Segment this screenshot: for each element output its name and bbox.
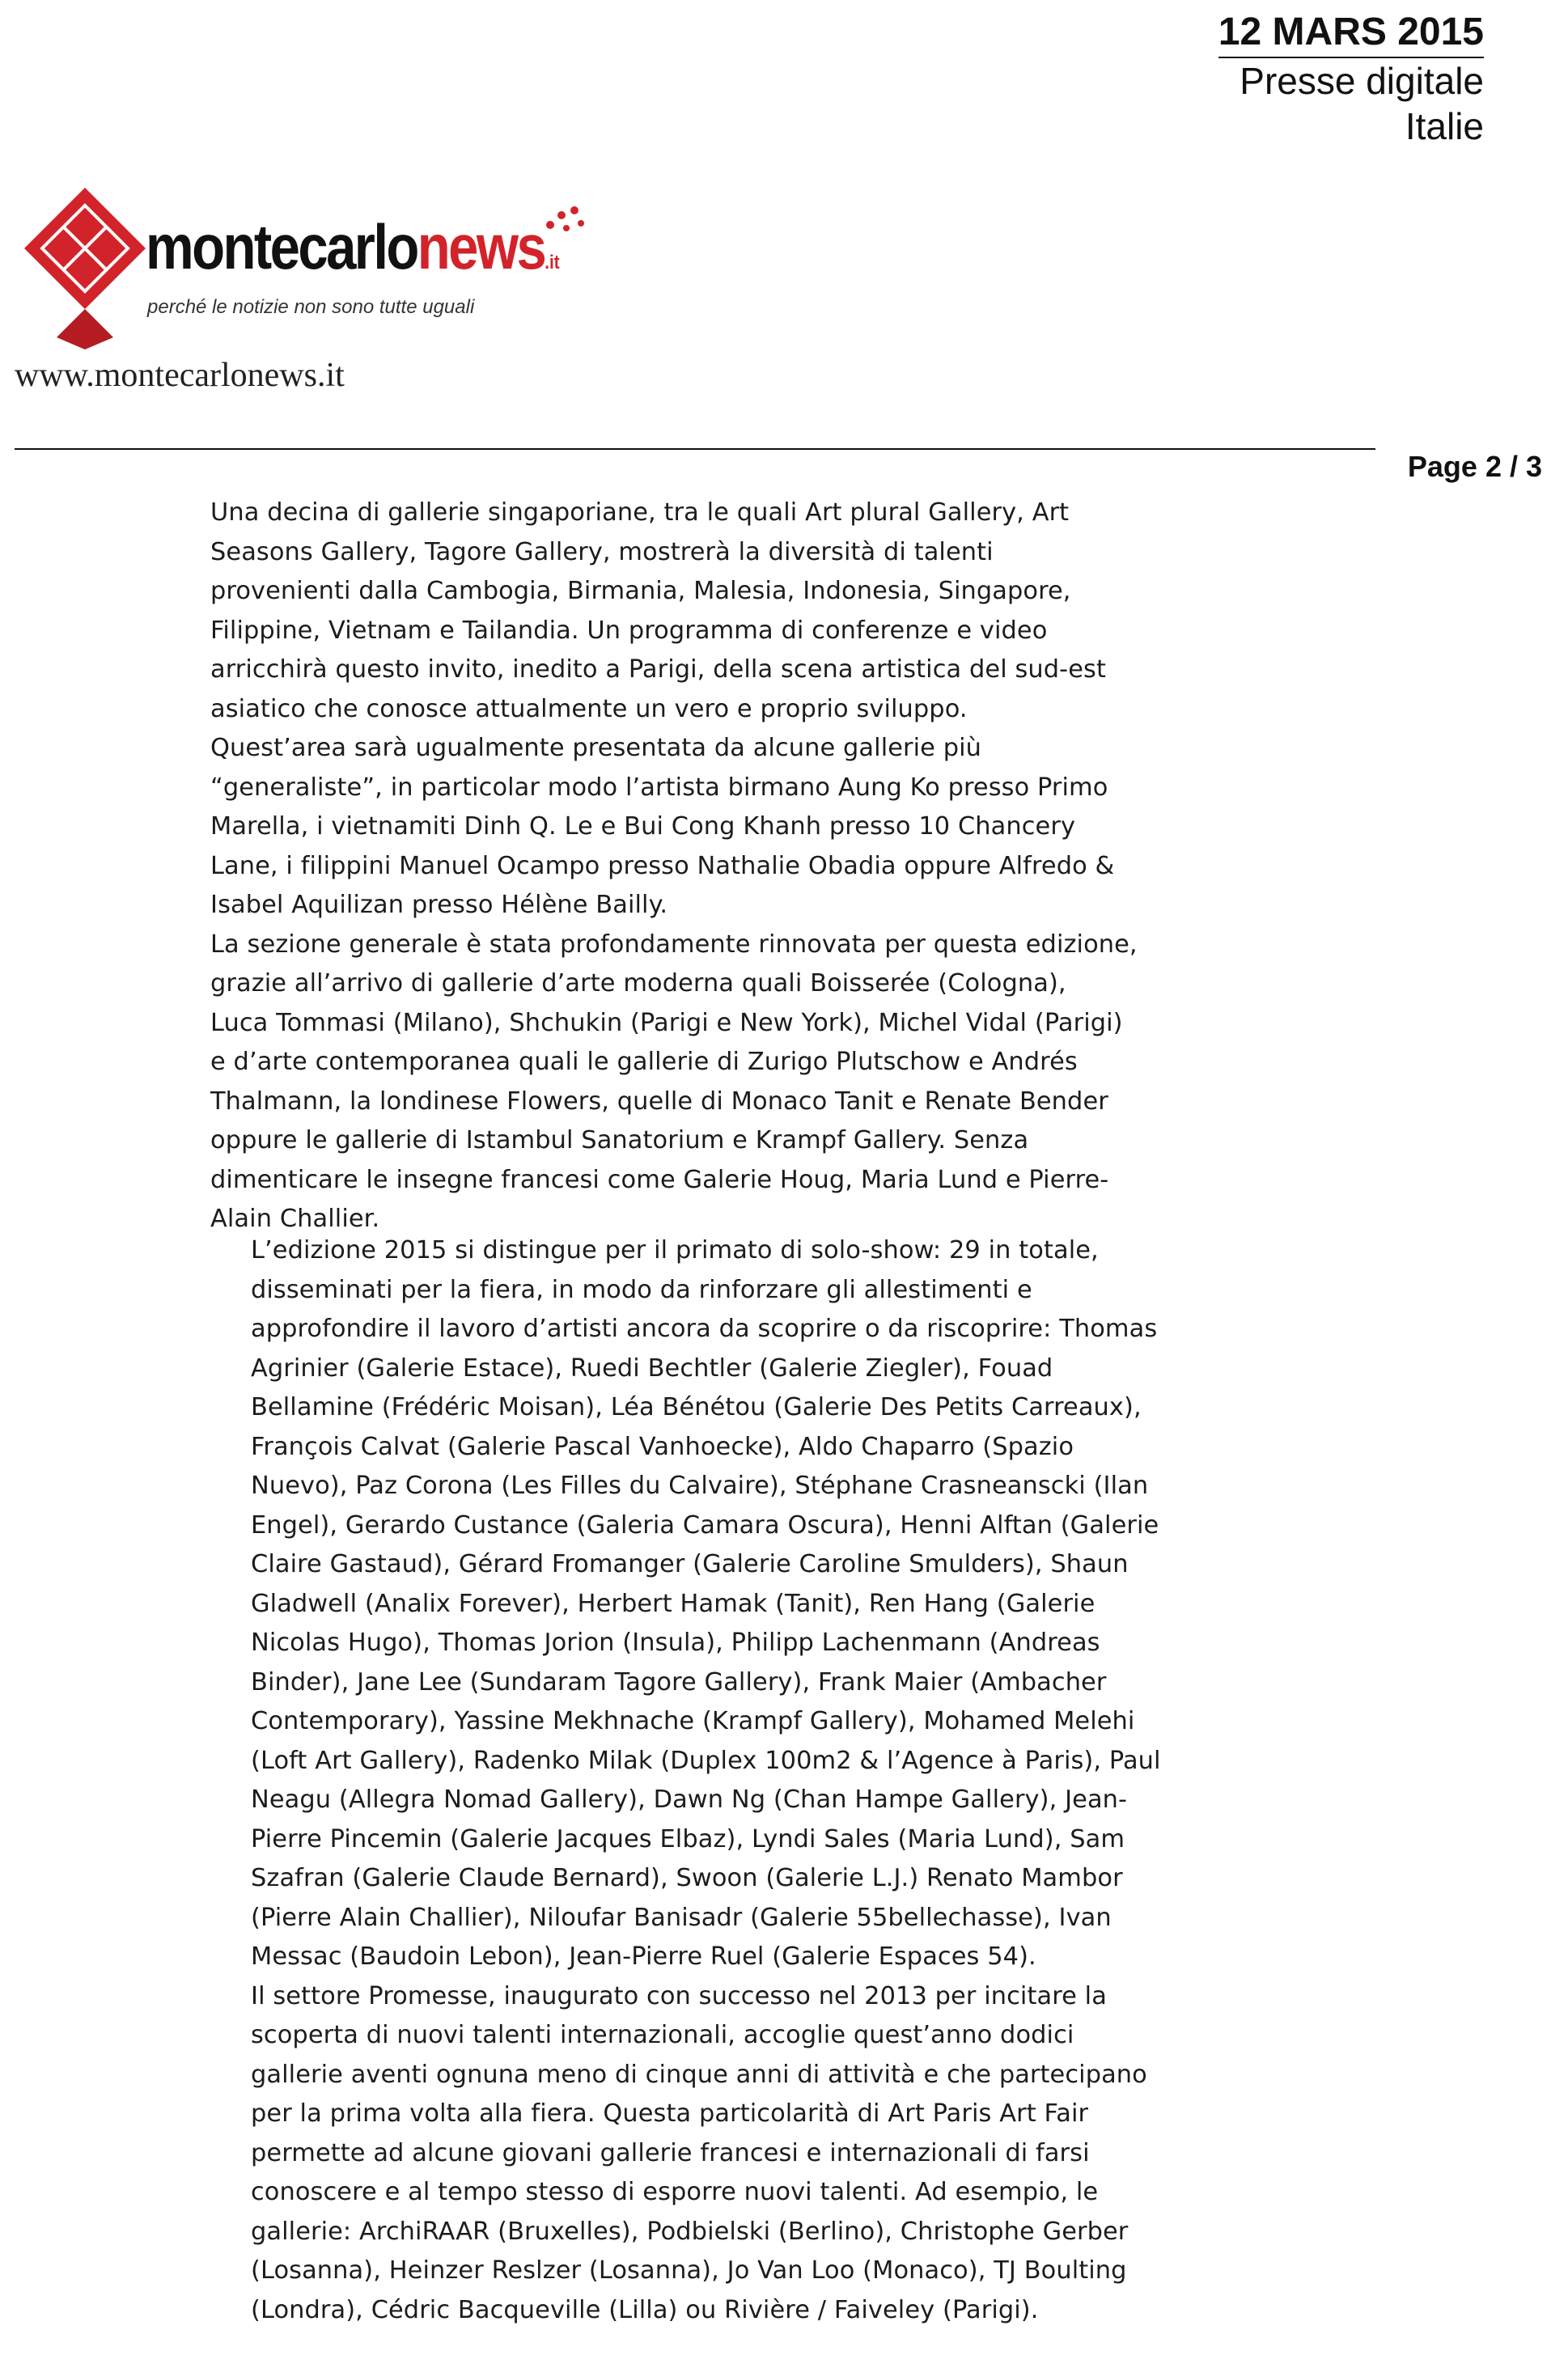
text-line: “generaliste”, in particolar modo l’artista birmano Aung Ko presso Primo [210, 773, 1108, 802]
text-line: scoperta di nuovi talenti internazionali, accoglie quest’anno dodici [251, 2021, 1074, 2049]
text-line: (Pierre Alain Challier), Niloufar Banisadr (Galerie 55bellechasse), Ivan [251, 1903, 1112, 1932]
text-line: dimenticare le insegne francesi come Galerie Houg, Maria Lund e Pierre- [210, 1165, 1109, 1194]
text-line: Gladwell (Analix Forever), Herbert Hamak (Tanit), Ren Hang (Galerie [251, 1589, 1095, 1618]
text-line: (Londra), Cédric Bacqueville (Lilla) ou Rivière / Faiveley (Parigi). [251, 2295, 1039, 2324]
article-block-1 [210, 494, 1138, 1239]
text-line: Nicolas Hugo), Thomas Jorion (Insula), Philipp Lachenmann (Andreas [251, 1629, 1100, 1657]
text-line: e d’arte contemporanea quali le gallerie di Zurigo Plutschow e Andrés [210, 1048, 1078, 1076]
text-line: Engel), Gerardo Custance (Galeria Camara Oscura), Henni Alftan (Galerie [251, 1510, 1159, 1540]
text-line: Alain Challier. [210, 1205, 380, 1233]
text-line: asiatico che conosce attualmente un vero e proprio sviluppo. [210, 694, 968, 723]
text-line: Pierre Pincemin (Galerie Jacques Elbaz), Lyndi Sales (Maria Lund), Sam [251, 1824, 1125, 1853]
text-line: grazie all’arrivo di gallerie d’arte moderna quali Boisserée (Cologna), [210, 969, 1066, 998]
brand-tld: .it [545, 252, 560, 273]
text-line: (Loft Art Gallery), Radenko Milak (Duplex 100m2 & l’Agence à Paris), Paul [251, 1746, 1161, 1775]
text-line: arricchirà questo invito, inedito a Parigi, della scena artistica del sud-est [210, 655, 1106, 684]
text-line: Seasons Gallery, Tagore Gallery, mostrerà la diversità di talenti [210, 537, 994, 566]
montecarlonews-logo [24, 188, 591, 349]
text-line: Filippine, Vietnam e Tailandia. Un programma di conferenze e video [210, 616, 1048, 645]
text-line: Nuevo), Paz Corona (Les Filles du Calvaire), Stéphane Crasneanscki (Ilan [251, 1472, 1149, 1500]
text-line: Contemporary), Yassine Mekhnache (Krampf Gallery), Mohamed Melehi [251, 1707, 1135, 1735]
text-line: Szafran (Galerie Claude Bernard), Swoon (Galerie L.J.) Renato Mambor [251, 1864, 1123, 1892]
text-line: (Losanna), Heinzer Reslzer (Losanna), Jo Van Loo (Monaco), TJ Boulting [251, 2256, 1127, 2285]
text-line: Una decina di gallerie singaporiane, tra le quali Art plural Gallery, Art [210, 498, 1070, 527]
text-line: Quest’area sarà ugualmente presentata da alcune gallerie più [210, 734, 982, 762]
text-line: Neagu (Allegra Nomad Gallery), Dawn Ng (Chan Hampe Gallery), Jean- [251, 1786, 1128, 1814]
text-line: oppure le gallerie di Istambul Sanatorium e Krampf Gallery. Senza [210, 1126, 1029, 1154]
press-header [1218, 10, 1484, 149]
text-line: L’edizione 2015 si distingue per il primato di solo-show: 29 in totale, [251, 1236, 1099, 1264]
dots-icon [542, 201, 591, 241]
text-line: Claire Gastaud), Gérard Fromanger (Galerie Caroline Smulders), Shaun [251, 1550, 1129, 1578]
text-line: Thalmann, la londinese Flowers, quelle di Monaco Tanit e Renate Bender [210, 1087, 1108, 1116]
brand-main: montecarlo [146, 211, 417, 282]
text-line: permette ad alcune giovani gallerie francesi e internazionali di farsi [251, 2138, 1090, 2167]
tagline: perché le notizie non sono tutte uguali [147, 296, 475, 318]
text-line: approfondire il lavoro d’artisti ancora da scoprire o da riscoprire: Thomas [251, 1315, 1158, 1343]
text-line: Agrinier (Galerie Estace), Ruedi Bechtler (Galerie Ziegler), Fouad [251, 1353, 1053, 1383]
text-line: Lane, i filippini Manuel Ocampo presso Nathalie Obadia oppure Alfredo & [210, 851, 1115, 880]
text-line: Isabel Aquilizan presso Hélène Bailly. [210, 891, 668, 919]
text-line: gallerie aventi ognuna meno di cinque anni di attività e che partecipano [251, 2060, 1147, 2089]
text-line: La sezione generale è stata profondamente rinnovata per questa edizione, [210, 930, 1138, 959]
publication-date: 12 MARS 2015 [1218, 10, 1484, 58]
country: Italie [1405, 105, 1484, 147]
text-line: gallerie: ArchiRAAR (Bruxelles), Podbielski (Berlino), Christophe Gerber [251, 2217, 1129, 2246]
text-line: disseminati per la fiera, in modo da rinforzare gli allestimenti e [251, 1275, 1032, 1304]
text-line: Messac (Baudoin Lebon), Jean-Pierre Ruel (Galerie Espaces 54). [251, 1942, 1036, 1971]
brand-accent: news [417, 211, 545, 282]
page-number: Page 2 / 3 [1407, 450, 1542, 483]
media-type: Presse digitale [1240, 60, 1484, 102]
text-line: Luca Tommasi (Milano), Shchukin (Parigi e New York), Michel Vidal (Parigi) [210, 1008, 1123, 1037]
text-line: Binder), Jane Lee (Sundaram Tagore Gallery), Frank Maier (Ambacher [251, 1667, 1107, 1697]
header-divider [15, 448, 1375, 450]
text-line: François Calvat (Galerie Pascal Vanhoecke), Aldo Chaparro (Spazio [251, 1432, 1074, 1461]
site-url: www.montecarlonews.it [15, 357, 345, 394]
article-block-2 [251, 1231, 1161, 2330]
text-line: provenienti dalla Cambogia, Birmania, Malesia, Indonesia, Singapore, [210, 577, 1071, 605]
text-line: Il settore Promesse, inaugurato con successo nel 2013 per incitare la [251, 1981, 1107, 2010]
red-diamond-logo-icon [24, 188, 146, 349]
text-line: conoscere e al tempo stesso di esporre nuovi talenti. Ad esempio, le [251, 2178, 1099, 2206]
text-line: Bellamine (Frédéric Moisan), Léa Bénétou (Galerie Des Petits Carreaux), [251, 1393, 1142, 1421]
text-line: per la prima volta alla fiera. Questa particolarità di Art Paris Art Fair [251, 2099, 1089, 2128]
brand-name [146, 210, 560, 299]
text-line: Marella, i vietnamiti Dinh Q. Le e Bui Cong Khanh presso 10 Chancery [210, 812, 1076, 841]
